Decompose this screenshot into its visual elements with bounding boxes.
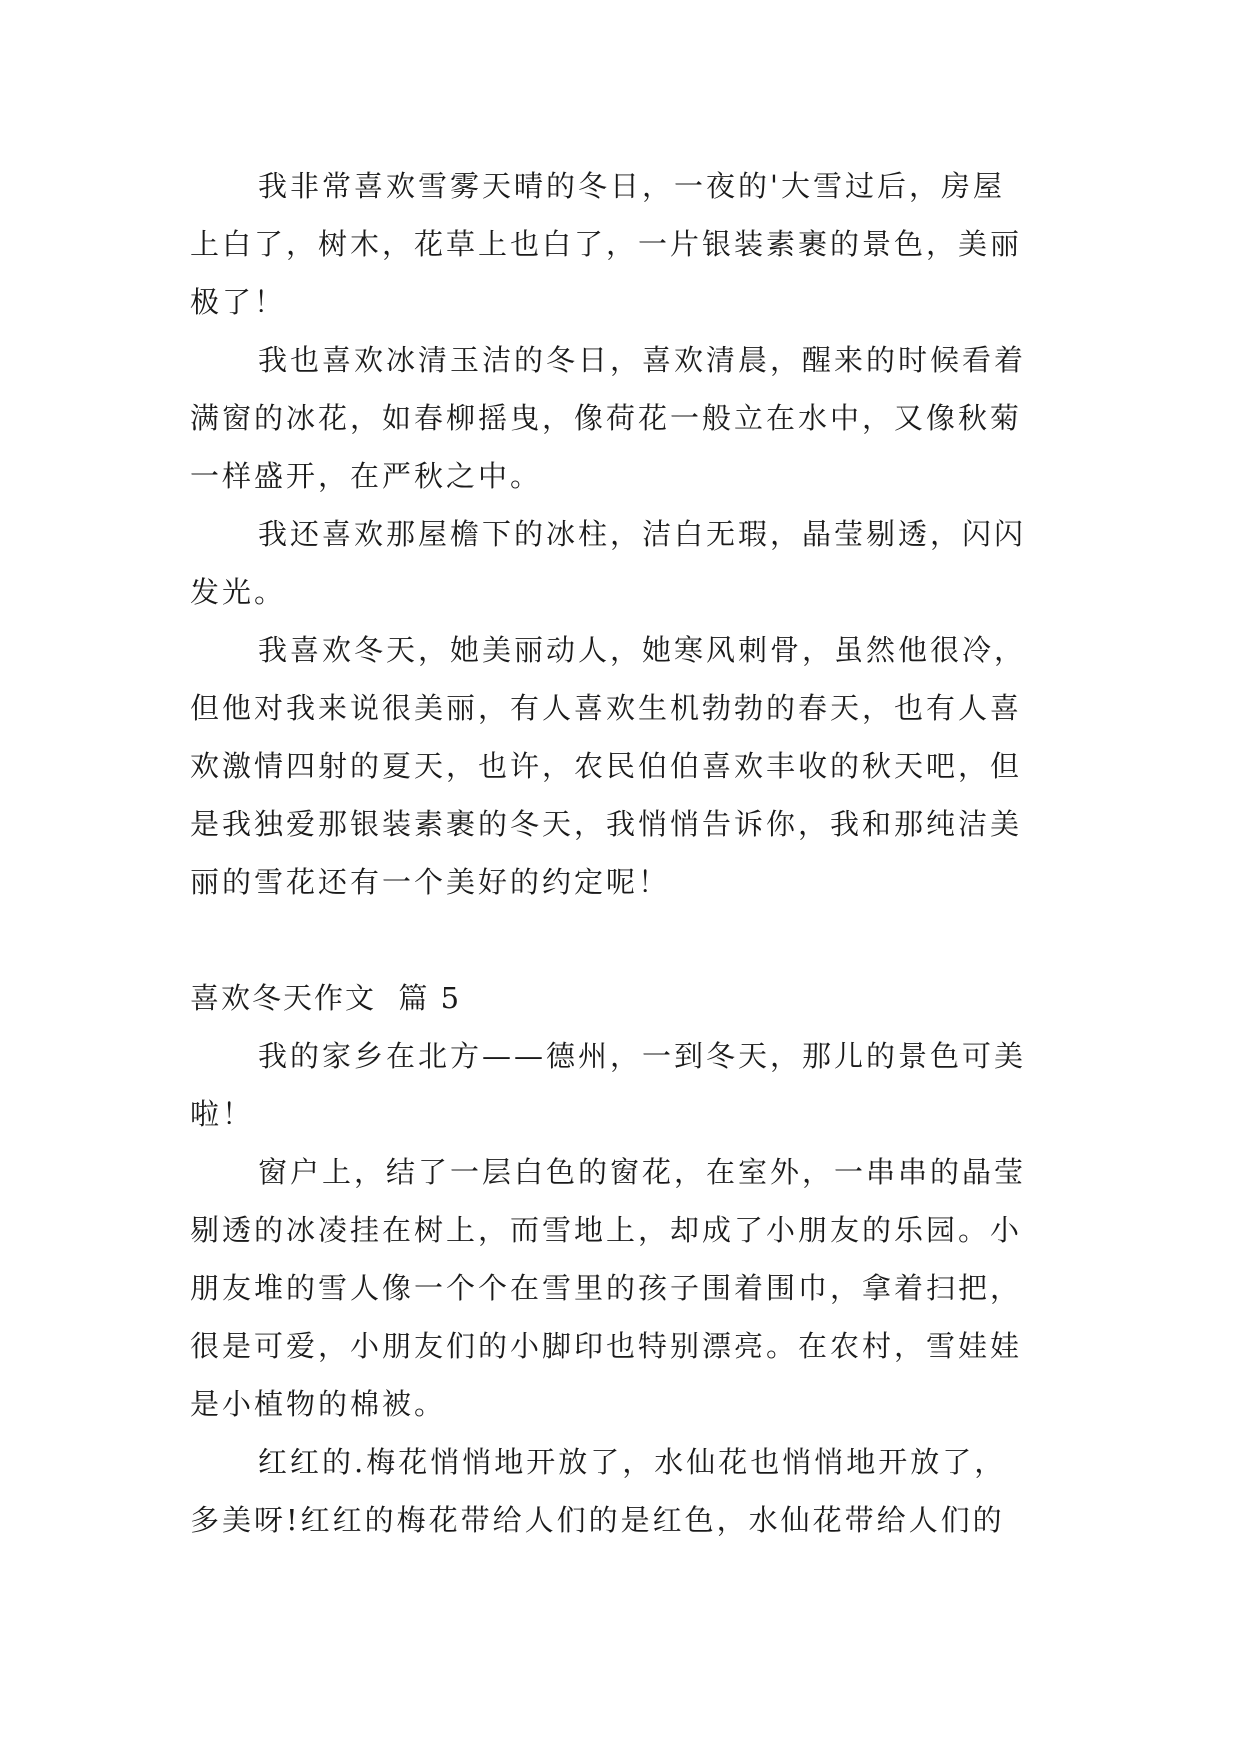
paragraph-plum-blossoms [190, 1433, 1070, 1549]
text-line: 我还喜欢那屋檐下的冰柱，洁白无瑕，晶莹剔透，闪闪 [258, 517, 1027, 551]
text-line: 极了！ [190, 285, 287, 319]
text-line: 多美呀!红红的梅花带给人们的是红色，水仙花带给人们的 [190, 1503, 1005, 1537]
text-line: 但他对我来说很美丽，有人喜欢生机勃勃的春天，也有人喜 [190, 691, 1023, 725]
text-line: 红红的.梅花悄悄地开放了，水仙花也悄悄地开放了， [258, 1445, 1007, 1479]
paragraph-ice-flowers [190, 331, 1070, 505]
text-line: 很是可爱，小朋友们的小脚印也特别漂亮。在农村，雪娃娃 [190, 1329, 1023, 1363]
text-line: 是我独爱那银装素裹的冬天，我悄悄告诉你，我和那纯洁美 [190, 807, 1023, 841]
text-line: 窗户上，结了一层白色的窗花，在室外，一串串的晶莹 [258, 1155, 1027, 1189]
document-page [190, 157, 1070, 1549]
text-line: 朋友堆的雪人像一个个在雪里的孩子围着围巾，拿着扫把， [190, 1271, 1023, 1305]
text-line: 一样盛开，在严秋之中。 [190, 459, 543, 493]
text-line: 我喜欢冬天，她美丽动人，她寒风刺骨，虽然他很冷， [258, 633, 1027, 667]
paragraph-love-winter [190, 621, 1070, 911]
text-line: 丽的雪花还有一个美好的约定呢！ [190, 865, 671, 899]
text-line: 欢激情四射的夏天，也许，农民伯伯喜欢丰收的秋天吧，但 [190, 749, 1023, 783]
paragraph-snowy-day [190, 157, 1070, 331]
text-line: 我非常喜欢雪雾天晴的冬日，一夜的'大雪过后，房屋 [258, 169, 1005, 203]
text-line: 我的家乡在北方——德州，一到冬天，那儿的景色可美 [258, 1039, 1027, 1073]
section-heading: 喜欢冬天作文 篇 5 [190, 981, 462, 1015]
text-line: 满窗的冰花，如春柳摇曳，像荷花一般立在水中，又像秋菊 [190, 401, 1023, 435]
text-line: 上白了，树木，花草上也白了，一片银装素裹的景色，美丽 [190, 227, 1023, 261]
text-line: 我也喜欢冰清玉洁的冬日，喜欢清晨，醒来的时候看着 [258, 343, 1027, 377]
text-line: 发光。 [190, 575, 287, 609]
text-line: 啦！ [190, 1097, 255, 1131]
paragraph-icicles [190, 505, 1070, 621]
paragraph-hometown [190, 1027, 1070, 1143]
paragraph-window-frost [190, 1143, 1070, 1433]
text-line: 剔透的冰凌挂在树上，而雪地上，却成了小朋友的乐园。小 [190, 1213, 1023, 1247]
text-line: 是小植物的棉被。 [190, 1387, 447, 1421]
